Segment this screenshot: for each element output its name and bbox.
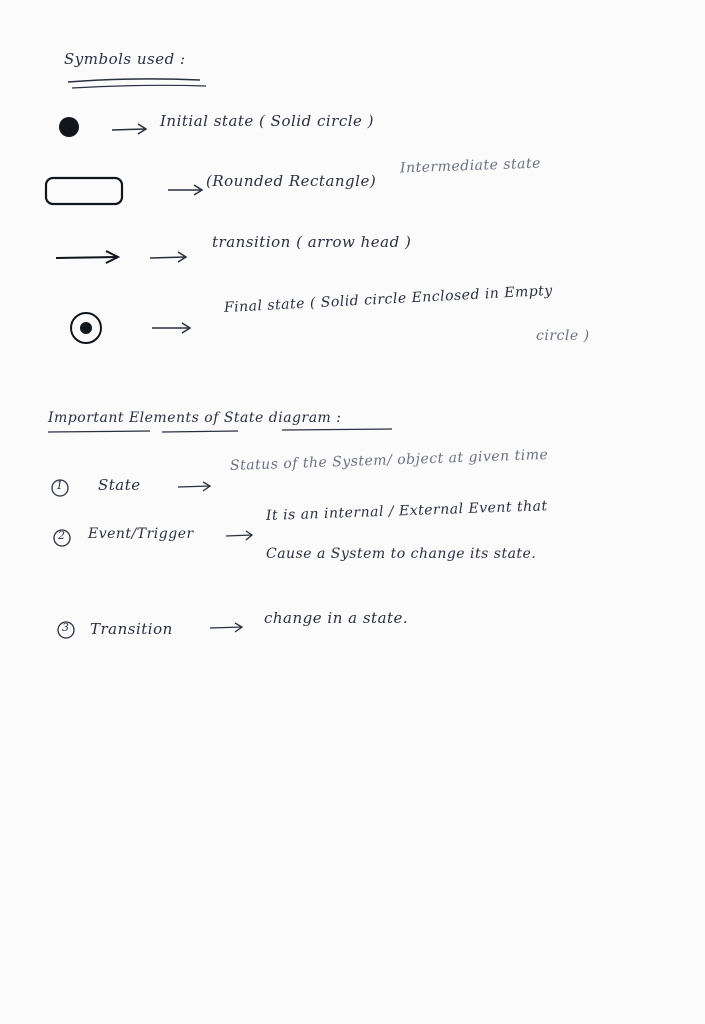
item-2-term: Event/Trigger xyxy=(88,526,194,542)
item-2-description-line1: It is an internal / External Event that xyxy=(265,498,548,524)
intermediate-state-symbol xyxy=(46,178,122,204)
item-2-number: 2 xyxy=(58,529,66,542)
elements-heading: Important Elements of State diagram : xyxy=(48,410,342,426)
transition-arrow xyxy=(150,252,186,262)
item-3-arrow xyxy=(210,623,242,632)
initial-arrow xyxy=(112,124,146,134)
elements-heading-underline-2 xyxy=(162,431,238,432)
item-1-term: State xyxy=(98,476,141,494)
final-state-label-line1: Final state ( Solid circle Enclosed in Empty xyxy=(223,282,554,316)
initial-state-symbol xyxy=(59,117,79,137)
intermediate-arrow xyxy=(168,185,202,195)
item-3-description: change in a state. xyxy=(264,609,409,627)
elements-heading-underline-3 xyxy=(282,429,392,430)
item-3-number: 3 xyxy=(62,621,70,634)
item-3-term: Transition xyxy=(90,620,173,638)
final-arrow xyxy=(152,323,190,333)
item-2-arrow xyxy=(226,531,252,540)
intermediate-prefix-label: (Rounded Rectangle) xyxy=(206,172,377,190)
elements-heading-underline-1 xyxy=(48,431,150,432)
symbols-heading: Symbols used : xyxy=(64,50,186,68)
final-state-label-line2: circle ) xyxy=(536,328,590,344)
item-1-number: 1 xyxy=(56,479,64,492)
transition-symbol xyxy=(56,251,118,263)
item-1-description: Status of the System/ object at given time xyxy=(229,446,549,474)
symbols-heading-underline xyxy=(68,79,200,82)
item-1-arrow xyxy=(178,482,210,491)
intermediate-suffix-label: Intermediate state xyxy=(399,155,542,177)
final-state-inner-dot xyxy=(80,322,92,334)
initial-state-label: Initial state ( Solid circle ) xyxy=(160,112,375,130)
symbols-heading-underline-2 xyxy=(72,85,206,88)
transition-label: transition ( arrow head ) xyxy=(212,233,412,251)
item-2-description-line2: Cause a System to change its state. xyxy=(266,546,537,562)
